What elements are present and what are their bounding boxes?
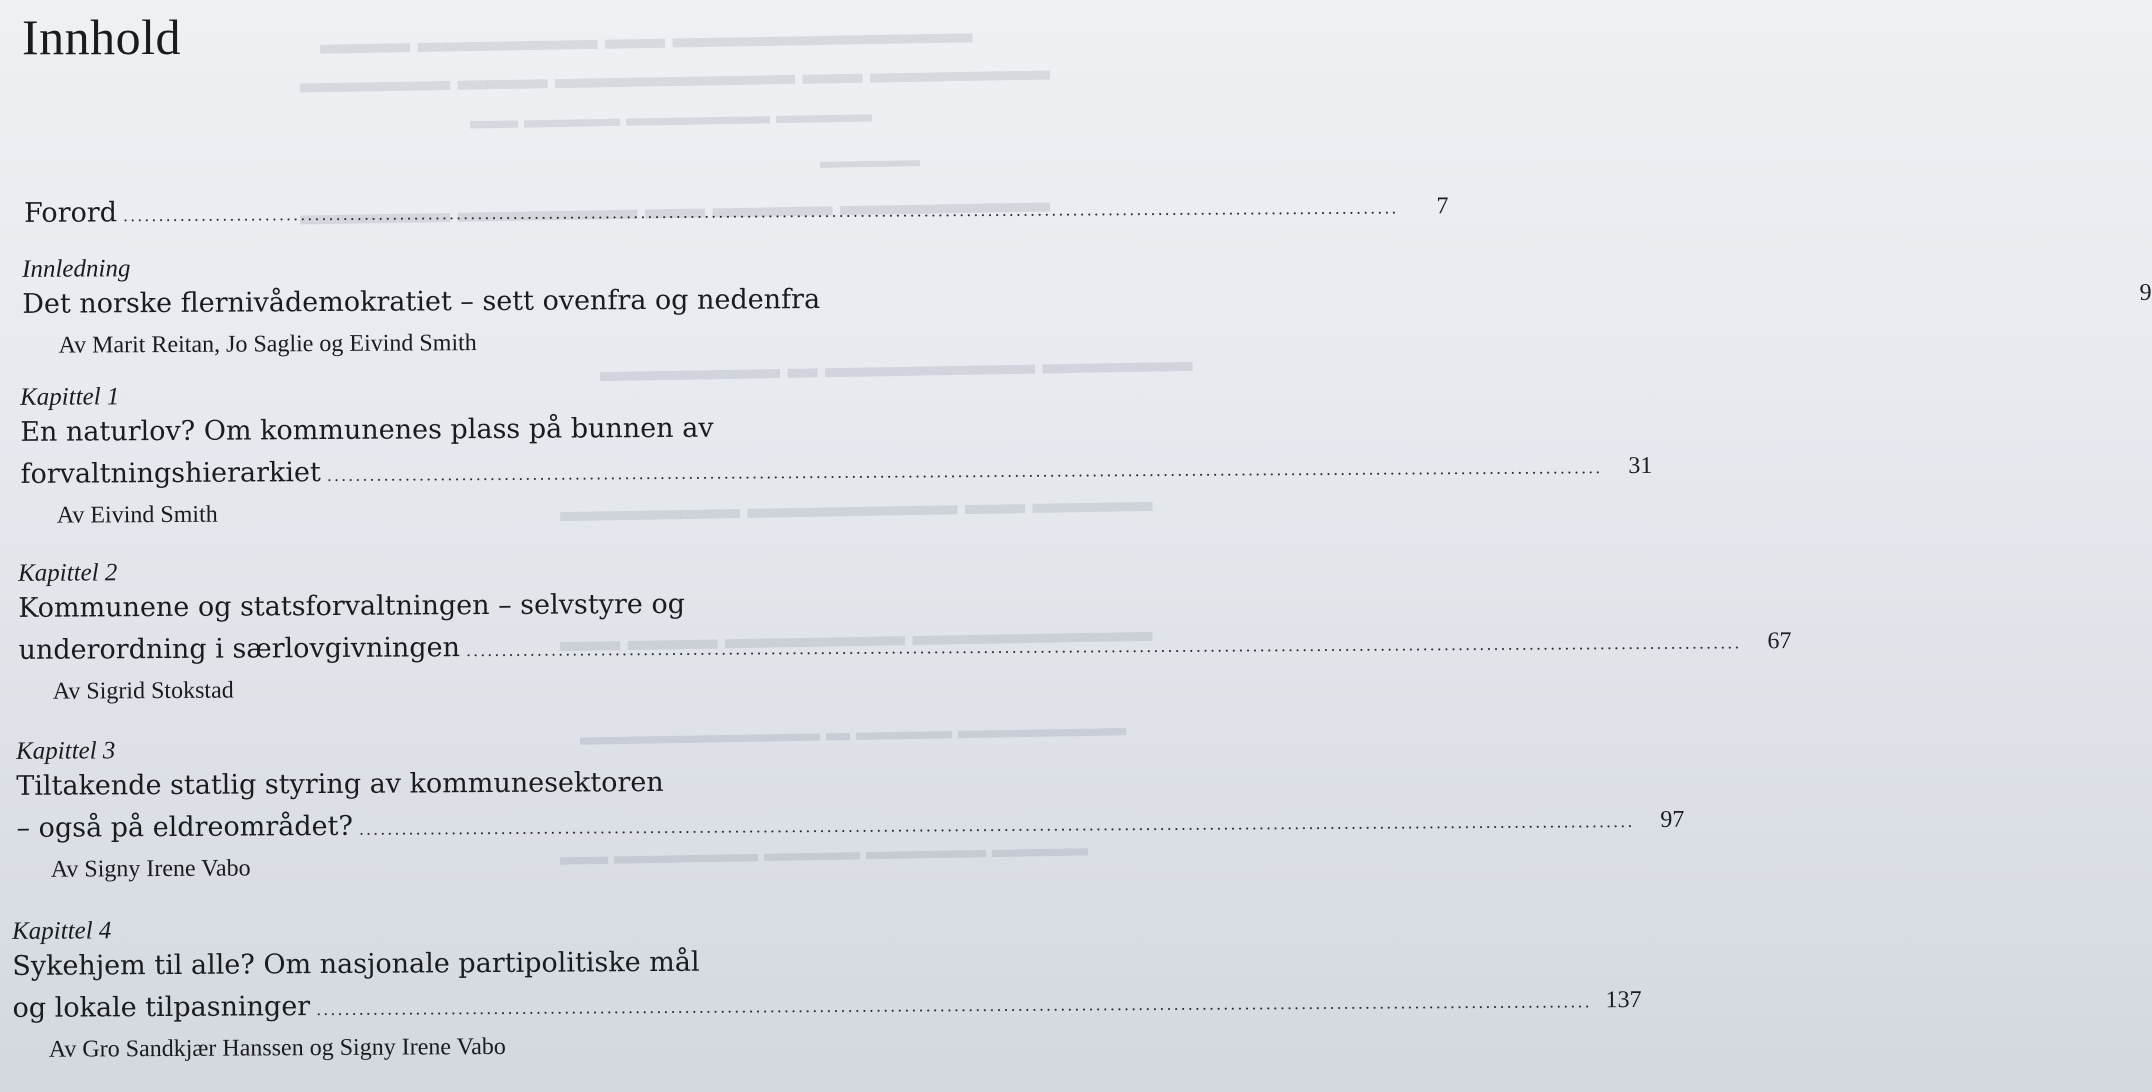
toc-title-line	[0, 982, 1642, 1033]
entry-title: – også på eldreområdet?	[16, 810, 354, 844]
page-number: 31	[1628, 452, 1653, 480]
toc-title-line	[0, 187, 1449, 238]
entry-title: underordning i særlovgivningen	[18, 632, 461, 666]
entry-title: Kommunene og statsforvaltningen – selvstyre og	[18, 588, 686, 624]
toc-title-line	[0, 760, 960, 808]
leader-dots	[359, 801, 1635, 851]
toc-entry-kapittel-1[interactable]	[0, 378, 1653, 533]
toc-entry-forord[interactable]	[0, 187, 1449, 238]
page-number: 97	[1660, 806, 1685, 833]
toc-entry-innledning[interactable]	[0, 250, 2152, 363]
toc-entry-kapittel-2[interactable]	[0, 554, 1792, 709]
chapter-label: Kapittel 2	[17, 559, 118, 587]
chapter-label: Kapittel 1	[19, 383, 120, 411]
entry-author: Av Eivind Smith	[56, 501, 218, 529]
page-number: 7	[1436, 193, 1449, 220]
entry-author: Av Marit Reitan, Jo Saglie og Eivind Smith	[58, 330, 477, 359]
entry-title: forvaltningshierarkiet	[20, 457, 321, 490]
toc-title-line	[0, 624, 1792, 675]
toc-title-line	[0, 582, 960, 630]
entry-title: Forord	[24, 197, 118, 229]
entry-author: Av Signy Irene Vabo	[50, 855, 251, 883]
toc-title-line	[0, 940, 960, 988]
leader-dots	[327, 447, 1603, 497]
toc-title-line	[0, 406, 960, 454]
page-number: 67	[1767, 628, 1792, 655]
entry-title: Sykehjem til alle? Om nasjonale partipolitiske mål	[12, 946, 700, 982]
entry-author: Av Gro Sandkjær Hanssen og Signy Irene Vabo	[48, 1033, 506, 1063]
entry-author: Av Sigrid Stokstad	[52, 677, 234, 705]
page-number: 9	[2139, 279, 2152, 306]
page-title: Innhold	[22, 9, 182, 65]
chapter-label: Kapittel 4	[11, 917, 112, 945]
leader-dots	[316, 981, 1592, 1031]
leader-dots	[123, 187, 1399, 237]
leader-dots	[466, 622, 1742, 672]
toc-entry-kapittel-4[interactable]	[0, 912, 1642, 1067]
toc-title-line	[0, 802, 1685, 853]
toc-title-line	[0, 278, 2152, 329]
chapter-label: Kapittel 3	[15, 737, 116, 765]
entry-title: En naturlov? Om kommunenes plass på bunnen av	[20, 412, 714, 448]
chapter-label: Innledning	[21, 255, 131, 283]
entry-title: Det norske flernivådemokratiet – sett ovenfra og nedenfra	[22, 283, 821, 320]
page-number: 137	[1605, 986, 1642, 1014]
entry-title: og lokale tilpasninger	[12, 991, 311, 1024]
entry-title: Tiltakende statlig styring av kommunesektoren	[16, 766, 664, 802]
toc-entry-kapittel-3[interactable]	[0, 732, 1685, 887]
toc-title-line	[0, 448, 1653, 499]
